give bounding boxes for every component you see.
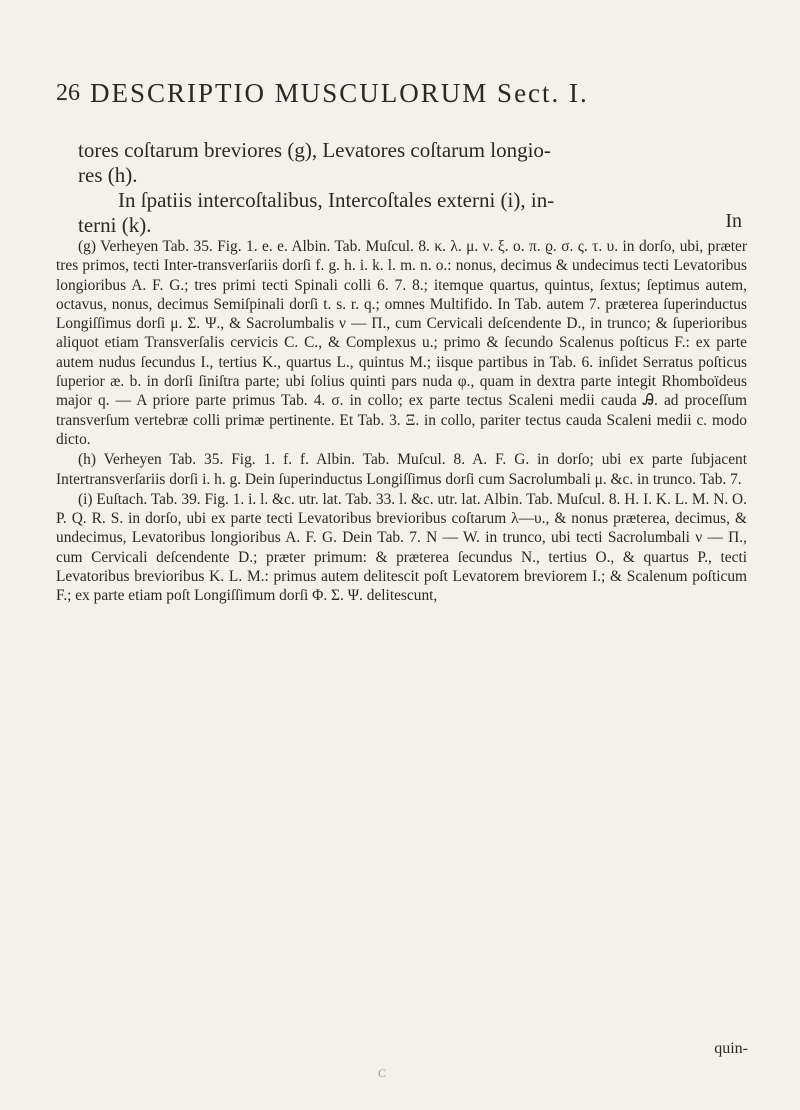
page-catchword-in: In	[725, 210, 742, 232]
footnote-i: (i) Euſtach. Tab. 39. Fig. 1. i. l. &c. utr. lat. Tab. 33. l. &c. utr. lat. Albin. Tab. Muſcul. 8. H. I. K. L. M. N. O. P. Q. R. S. in dorſo, ubi ex parte tecti Levatoribus brevioribus coſtarum λ—υ., & nonus præterea, decimus, & undecimus, Levatoribus longioribus A. F. G. Dein Tab. 7. N — W. in trunco, ubi tecti Sacrolumbali ν — Π., cum Cervicali deſcendente D.; præter primum: & præterea ſecundus N., tertius O., & quartus P., tecti Levatoribus brevioribus K. L. M.: primus autem delitescit poſt Levatorem breviorem I.; & Scalenum poſticum F.; ex parte etiam poſt Longiſſimum dorſi Φ. Σ. Ψ. delitescunt,	[56, 490, 747, 605]
footnotes	[56, 237, 747, 607]
page-number: 26	[56, 80, 80, 106]
running-title: DESCRIPTIO MUSCULORUM Sect. I.	[90, 78, 589, 108]
catchword: quin-	[714, 1040, 748, 1057]
footnote-g: (g) Verheyen Tab. 35. Fig. 1. e. e. Albin. Tab. Muſcul. 8. κ. λ. μ. ν. ξ. ο. π. ϱ. σ. ς. τ. υ. in dorſo, ubi, præter tres primos, tecti Inter-transverſariis dorſi f. g. h. i. k. l. m. n. o.: nonus, decimus & undecimus tecti Levatoribus longioribus A. F. G.; tres primi tecti Spinali colli 6. 7. 8.; itemque quartus, quintus, ſextus; ſeptimus autem, octavus, nonus, decimus Semiſpinali dorſi t. s. r. q.; omnes Multifido. In Tab. autem 7. præterea ſuperinductus Longiſſimus dorſi μ. Σ. Ψ., & Sacrolumbalis ν — Π., cum Cervicali deſcendente D., in trunco; & ſuperioribus aliquot etiam Transverſalis cervicis C. C., & Complexus u.; primo & ſecundo Scalenus poſticus F.: ex parte autem nudus ſecundus I., tertius K., quartus L., quintus M.; iisque partibus in Tab. 6. inſidet Serratus poſticus ſuperior æ. b. in dorſi ſiniſtra parte; ubi ſolius quinti pars nuda φ., quam in dextra parte integit Rhomboïdeus major q. — A priore parte primus Tab. 4. σ. in collo; ex parte tectus Scaleni medii cauda Ꭿ. ad proceſſum transverſum vertebræ colli primæ pertinente. Et Tab. 3. Ξ. in collo, pariter tectus cauda Scaleni medii c. modo dicto.	[56, 238, 747, 448]
main-line: tores coſtarum breviores (g), Levatores coſtarum longio-	[78, 138, 551, 162]
page-header	[56, 78, 756, 118]
main-line: terni (k).	[78, 213, 152, 237]
footnote-h: (h) Verheyen Tab. 35. Fig. 1. f. f. Albin. Tab. Muſcul. 8. A. F. G. in dorſo; ubi ex parte ſubjacent Intertransverſariis dorſi i. h. g. Dein ſuperinductus Longiſſimus dorſi cum Sacrolumbali μ. &c. in trunco. Tab. 7.	[56, 451, 747, 488]
main-line: In ſpatiis intercoſtalibus, Intercoſtales externi (i), in-	[118, 188, 555, 212]
signature-mark: C	[378, 1066, 387, 1080]
main-line: res (h).	[78, 163, 138, 187]
main-text	[78, 138, 743, 238]
